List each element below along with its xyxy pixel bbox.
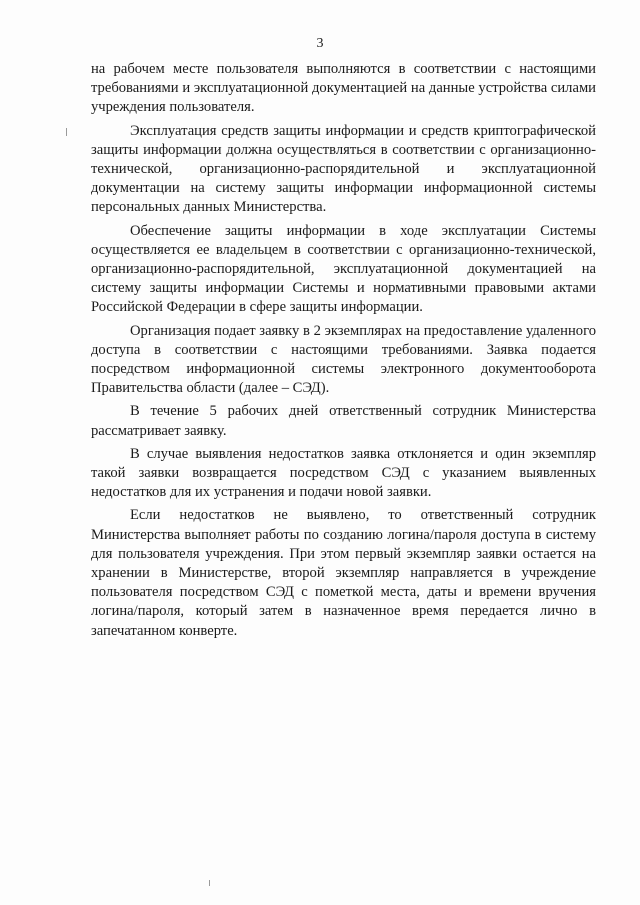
paragraph-protection: Обеспечение защиты информации в ходе эксплуатации Системы осуществляется ее владельцем в соответствии с организационно-технической, организационно-распорядительной, эксплуатационной документацией на систему защиты информации Системы и нормативными правовыми актами Российской Федерации в сфере защиты информации. [91, 222, 596, 316]
paragraph-approval: Если недостатков не выявлено, то ответственный сотрудник Министерства выполняет работы по созданию логина/пароля доступа в систему для пользователя учреждения. При этом первый экземпляр заявки остается на хранении в Министерстве, второй экземпляр направляется в учреждение пользователя посредством СЭД с пометкой места, даты и времени вручения логина/пароля, который затем в назначенное время передается лично в запечатанном конверте. [91, 507, 596, 639]
paragraph-rejection: В случае выявления недостатков заявка отклоняется и один экземпляр такой заявки возвращается посредством СЭД с указанием выявленных недостатков для их устранения и подачи новой заявки. [91, 445, 596, 501]
page-number: 3 [316, 36, 324, 51]
paragraph-review: В течение 5 рабочих дней ответственный сотрудник Министерства рассматривает заявку. [91, 403, 596, 439]
document-body [91, 60, 596, 645]
paragraph-continuation: на рабочем месте пользователя выполняются в соответствии с настоящими требованиями и эксплуатационной документацией на данные устройства силами учреждения пользователя. [91, 61, 596, 116]
paragraph-application: Организация подает заявку в 2 экземплярах на предоставление удаленного доступа в соответствии с настоящими требованиями. Заявка подается посредством информационной системы электронного документооборота Правительства области (далее – СЭД). [91, 322, 596, 397]
scan-mark [209, 880, 210, 886]
scan-mark [66, 128, 67, 136]
paragraph-exploitation: Эксплуатация средств защиты информации и средств криптографической защиты информации должна осуществляться в соответствии с организационно-технической, организационно-распорядительной и эксплуатационной документации на систему защиты информации информационной системы персональных данных Министерства. [91, 122, 596, 216]
